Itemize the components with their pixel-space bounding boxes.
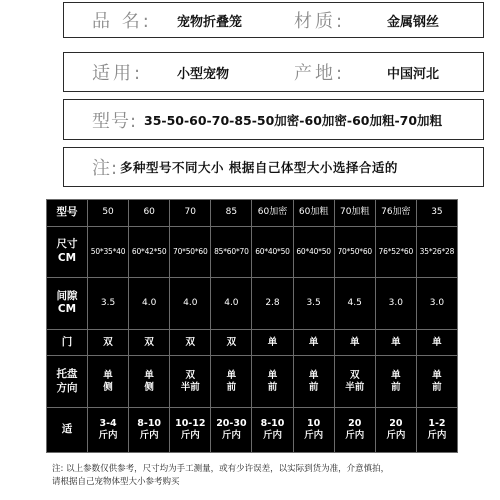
table-cell: 3.0 bbox=[375, 278, 416, 330]
note-label: 注: bbox=[92, 158, 119, 179]
info-row-model bbox=[63, 99, 484, 140]
table-cell: 35*26*28 bbox=[416, 226, 457, 278]
table-cell: 70*50*60 bbox=[334, 226, 375, 278]
table-cell: 10-12 斤内 bbox=[170, 407, 211, 452]
table-row bbox=[47, 278, 458, 330]
table-cell: 76*52*60 bbox=[375, 226, 416, 278]
table-cell: 单 bbox=[293, 329, 334, 356]
table-cell: 单 bbox=[334, 329, 375, 356]
table-cell: 50 bbox=[88, 200, 129, 227]
table-cell: 76加密 bbox=[375, 200, 416, 227]
table-cell: 85*60*70 bbox=[211, 226, 252, 278]
table-cell: 4.0 bbox=[170, 278, 211, 330]
use-label: 适用: bbox=[92, 63, 144, 84]
table-cell: 单 bbox=[375, 329, 416, 356]
info-row-use-origin bbox=[63, 52, 484, 92]
table-cell: 单 bbox=[416, 329, 457, 356]
table-cell: 双 bbox=[88, 329, 129, 356]
table-cell: 60*42*50 bbox=[129, 226, 170, 278]
note-value: 多种型号不同大小 根据自己体型大小选择合适的 bbox=[120, 160, 398, 175]
info-row-name-material bbox=[63, 2, 484, 38]
table-cell: 单 前 bbox=[293, 356, 334, 408]
table-cell: 60*40*50 bbox=[293, 226, 334, 278]
table-row bbox=[47, 407, 458, 452]
table-cell: 70*50*60 bbox=[170, 226, 211, 278]
table-cell: 70 bbox=[170, 200, 211, 227]
table-cell: 85 bbox=[211, 200, 252, 227]
table-cell: 1-2 斤内 bbox=[416, 407, 457, 452]
origin-value: 中国河北 bbox=[387, 66, 440, 82]
table-cell: 70加粗 bbox=[334, 200, 375, 227]
table-cell: 3-4 斤内 bbox=[88, 407, 129, 452]
info-row-note bbox=[63, 147, 484, 187]
table-cell: 4.0 bbox=[211, 278, 252, 330]
table-cell: 10 斤内 bbox=[293, 407, 334, 452]
table-cell: 双 半前 bbox=[334, 356, 375, 408]
table-cell: 单 前 bbox=[416, 356, 457, 408]
spec-table-grid bbox=[46, 199, 458, 453]
table-cell: 3.5 bbox=[88, 278, 129, 330]
material-label: 材质: bbox=[294, 11, 346, 32]
table-row bbox=[47, 200, 458, 227]
table-cell: 单 前 bbox=[211, 356, 252, 408]
table-cell: 8-10 斤内 bbox=[129, 407, 170, 452]
disclaimer-line-1: 注: 以上参数仅供参考，尺寸均为手工测量，或有少许误差，以实际到货为准，介意慎拍， bbox=[52, 464, 390, 474]
table-cell: 单 bbox=[252, 329, 293, 356]
table-cell: 60 bbox=[129, 200, 170, 227]
model-value: 35-50-60-70-85-50加密-60加密-60加粗-70加粗 bbox=[144, 112, 443, 128]
table-cell: 20-30 斤内 bbox=[211, 407, 252, 452]
product-name-value: 宠物折叠笼 bbox=[177, 14, 243, 30]
origin-label: 产地: bbox=[294, 63, 346, 84]
row-header: 间隙 CM bbox=[47, 278, 88, 330]
table-cell: 双 bbox=[211, 329, 252, 356]
table-cell: 8-10 斤内 bbox=[252, 407, 293, 452]
spec-table-body bbox=[47, 200, 458, 453]
table-cell: 60加粗 bbox=[293, 200, 334, 227]
model-label: 型号: bbox=[92, 110, 138, 132]
table-cell: 50*35*40 bbox=[88, 226, 129, 278]
material-value: 金属钢丝 bbox=[387, 14, 440, 30]
row-header: 托盘 方向 bbox=[47, 356, 88, 408]
disclaimer-line-2: 请根据自己宠物体型大小参考购买 bbox=[52, 477, 180, 487]
table-cell: 单 侧 bbox=[129, 356, 170, 408]
table-cell: 单 前 bbox=[252, 356, 293, 408]
table-cell: 60*40*50 bbox=[252, 226, 293, 278]
disclaimer-note bbox=[52, 463, 492, 489]
table-row bbox=[47, 356, 458, 408]
table-cell: 单 侧 bbox=[88, 356, 129, 408]
table-row bbox=[47, 226, 458, 278]
table-cell: 3.5 bbox=[293, 278, 334, 330]
row-header: 适 bbox=[47, 407, 88, 452]
table-cell: 60加密 bbox=[252, 200, 293, 227]
table-cell: 单 前 bbox=[375, 356, 416, 408]
table-cell: 2.8 bbox=[252, 278, 293, 330]
row-header: 尺寸 CM bbox=[47, 226, 88, 278]
row-header: 型号 bbox=[47, 200, 88, 227]
table-row bbox=[47, 329, 458, 356]
table-cell: 双 半前 bbox=[170, 356, 211, 408]
table-cell: 20 斤内 bbox=[334, 407, 375, 452]
table-cell: 4.0 bbox=[129, 278, 170, 330]
product-name-label: 品 名: bbox=[92, 11, 152, 32]
use-value: 小型宠物 bbox=[177, 66, 230, 82]
table-cell: 35 bbox=[416, 200, 457, 227]
table-cell: 20 斤内 bbox=[375, 407, 416, 452]
spec-table bbox=[46, 199, 458, 453]
table-cell: 双 bbox=[170, 329, 211, 356]
row-header: 门 bbox=[47, 329, 88, 356]
table-cell: 双 bbox=[129, 329, 170, 356]
table-cell: 3.0 bbox=[416, 278, 457, 330]
table-cell: 4.5 bbox=[334, 278, 375, 330]
